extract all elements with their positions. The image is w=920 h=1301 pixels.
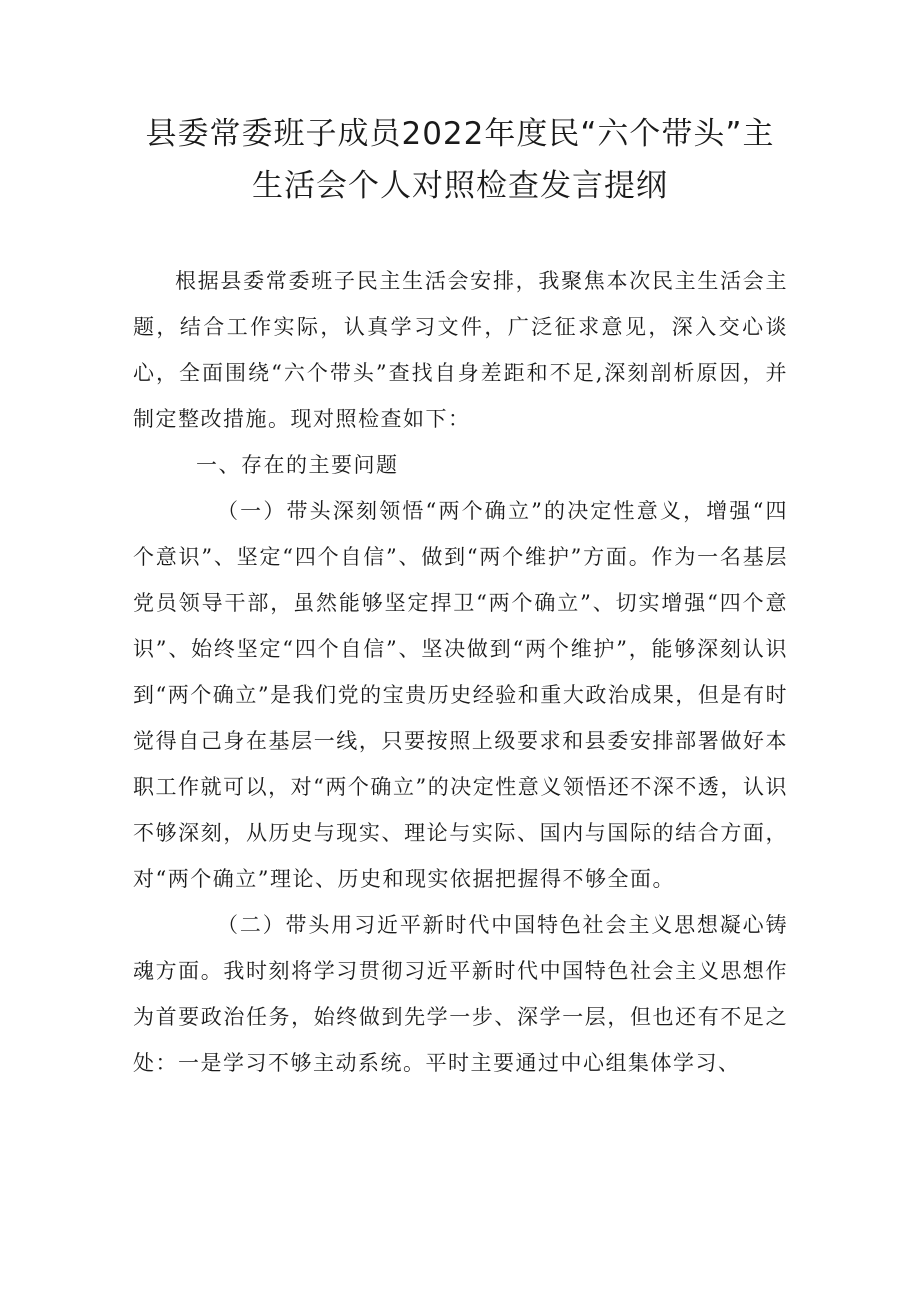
section-heading-1: 一、存在的主要问题: [196, 453, 399, 477]
title-line-2: 生活会个人对照检查发言提纲: [252, 168, 668, 204]
document-body: [133, 258, 788, 1086]
document-title: [120, 108, 800, 212]
intro-paragraph: 根据县委常委班子民主生活会安排，我聚焦本次民主生活会主题，结合工作实际，认真学习文件，广泛征求意见，深入交心谈心，全面围绕“六个带头”查找自身差距和不足,深刻剖析原因，并制定整改措施。现对照检查如下：: [133, 269, 788, 431]
title-line-1: 县委常委班子成员2022年度民“六个带头”主: [145, 116, 775, 152]
item-paragraph-1: （一）带头深刻领悟“两个确立”的决定性意义，增强“四个意识”、坚定“四个自信”、做到“两个维护”方面。作为一名基层党员领导干部，虽然能够坚定捍卫“两个确立”、切实增强“四个意识”、始终坚定“四个自信”、坚决做到“两个维护”，能够深刻认识到“两个确立”是我们党的宝贵历史经验和重大政治成果，但是有时觉得自己身在基层一线，只要按照上级要求和县委安排部署做好本职工作就可以，对“两个确立”的决定性意义领悟还不深不透，认识不够深刻，从历史与现实、理论与实际、国内与国际的结合方面，对“两个确立”理论、历史和现实依据把握得不够全面。: [133, 499, 788, 891]
item-paragraph-2: （二）带头用习近平新时代中国特色社会主义思想凝心铸魂方面。我时刻将学习贯彻习近平新时代中国特色社会主义思想作为首要政治任务，始终做到先学一步、深学一层，但也还有不足之处：一是学习不够主动系统。平时主要通过中心组集体学习、: [133, 913, 788, 1075]
